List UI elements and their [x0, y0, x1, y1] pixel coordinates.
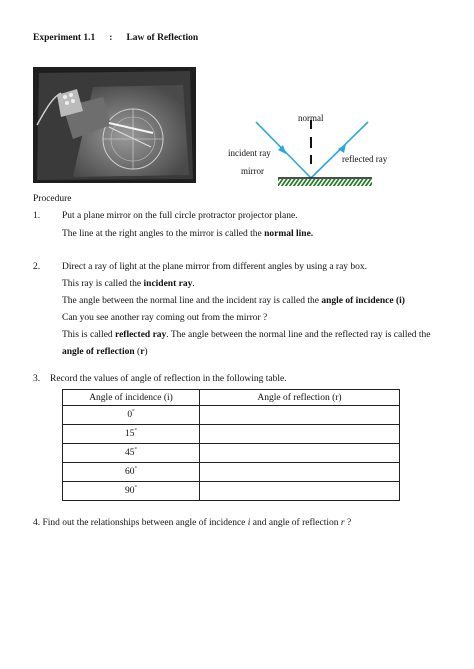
incidence-cell: 60°: [63, 463, 200, 482]
reflection-cell[interactable]: [200, 482, 400, 501]
table-row: [63, 463, 400, 482]
symbol-r: r: [340, 518, 345, 528]
mirror-label: mirror: [241, 166, 264, 176]
incident-ray-label: incident ray: [228, 148, 271, 158]
term-angle-of-reflection: angle of reflection: [62, 347, 135, 357]
step-2-line-5: This is called reflected ray. The angle between the normal line and the reflected ray is called the: [62, 330, 431, 340]
reflection-cell[interactable]: [200, 444, 400, 463]
reflected-ray-label: reflected ray: [342, 154, 388, 164]
experiment-number: Experiment 1.1: [33, 33, 96, 43]
header-angle-of-reflection: Angle of reflection (r): [200, 390, 400, 406]
step-2-line-1: Direct a ray of light at the plane mirror from different angles by using a ray box.: [62, 262, 368, 272]
term-angle-of-incidence: angle of incidence (i): [321, 296, 405, 306]
table-row: [63, 482, 400, 501]
step-2-line-4: Can you see another ray coming out from the mirror ?: [62, 313, 268, 323]
angles-table: [62, 389, 400, 501]
symbol-i: i: [247, 518, 251, 528]
table-row: [63, 406, 400, 425]
step-3-text: Record the values of angle of reflection in the following table.: [50, 374, 287, 384]
header-angle-of-incidence: Angle of incidence (i): [63, 390, 200, 406]
procedure-heading: Procedure: [33, 194, 72, 204]
table-header-row: [63, 390, 400, 406]
step-1-line-2: The line at the right angles to the mirror is called the normal line.: [62, 229, 314, 239]
step-2-line-6: angle of reflection (r): [62, 347, 148, 357]
heading-separator: :: [109, 33, 113, 43]
reflection-cell[interactable]: [200, 425, 400, 444]
reflection-cell[interactable]: [200, 463, 400, 482]
apparatus-photo-image: [33, 67, 196, 183]
apparatus-photo: [33, 67, 196, 183]
step-2-number: 2.: [33, 262, 41, 272]
table-row: [63, 425, 400, 444]
reflection-cell[interactable]: [200, 406, 400, 425]
experiment-title: Law of Reflection: [126, 33, 199, 43]
step-1-number: 1.: [33, 211, 41, 221]
incidence-cell: 90°: [63, 482, 200, 501]
table-row: [63, 444, 400, 463]
term-incident-ray: incident ray: [143, 279, 193, 289]
step-1-line-1: Put a plane mirror on the full circle protractor projector plane.: [62, 211, 298, 221]
incidence-cell: 45°: [63, 444, 200, 463]
term-normal-line: normal line.: [264, 229, 314, 239]
step-2-line-3: The angle between the normal line and the incident ray is called the angle of incidence (i): [62, 296, 405, 306]
reflected-ray: [311, 122, 368, 178]
mirror-surface: [278, 178, 372, 186]
step-2-line-2: This ray is called the incident ray.: [62, 279, 195, 289]
reflection-diagram: [222, 110, 388, 190]
step-3-number: 3.: [33, 374, 41, 384]
term-reflected-ray: reflected ray: [115, 330, 167, 340]
incidence-cell: 0°: [63, 406, 200, 425]
step-4: 4. Find out the relationships between angle of incidence i and angle of reflection r ?: [33, 518, 352, 528]
incidence-cell: 15°: [63, 425, 200, 444]
experiment-heading: [33, 33, 198, 43]
normal-label: normal: [298, 113, 324, 123]
